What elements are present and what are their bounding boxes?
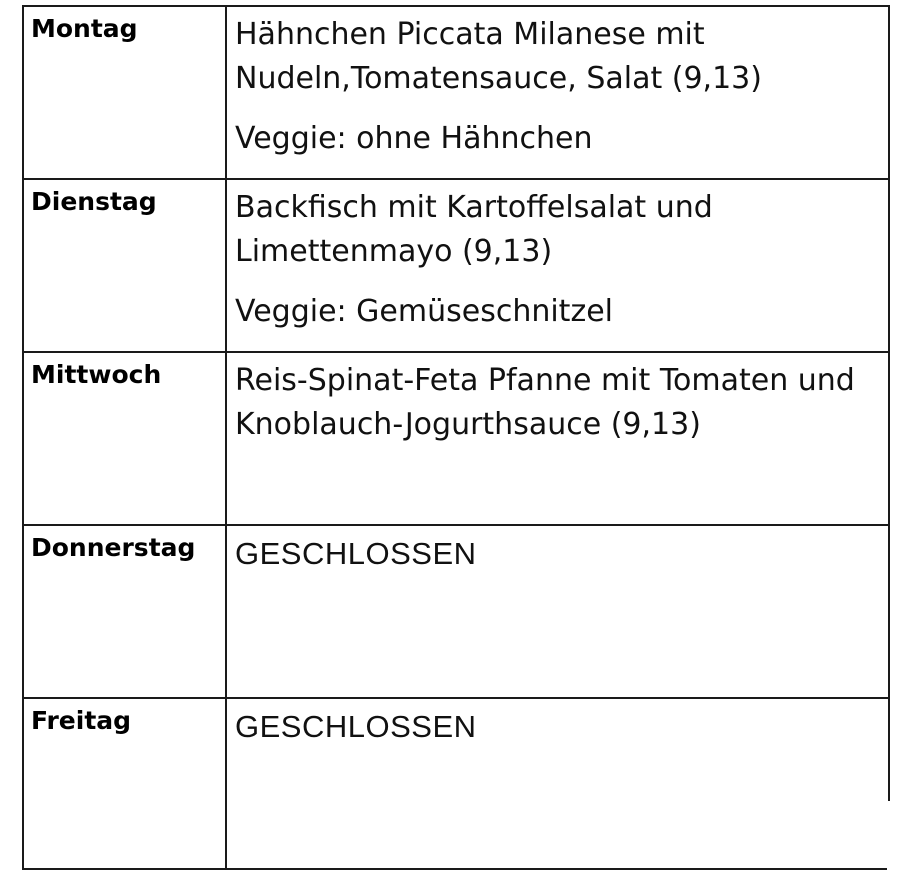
day-label: Dienstag bbox=[31, 187, 157, 216]
meal-cell bbox=[226, 352, 889, 525]
menu-row-freitag bbox=[23, 698, 889, 869]
day-cell bbox=[23, 352, 226, 525]
meal-description: Hähnchen Piccata Milanese mit Nudeln,Tomatensauce, Salat (9,13) bbox=[235, 17, 762, 96]
meal-cell bbox=[226, 6, 889, 179]
meal-cell bbox=[226, 179, 889, 352]
meal-cell bbox=[226, 698, 889, 869]
menu-row-montag bbox=[23, 6, 889, 179]
meal-cell bbox=[226, 525, 889, 698]
day-label: Mittwoch bbox=[31, 360, 162, 389]
day-cell bbox=[23, 6, 226, 179]
veggie-option: Veggie: Gemüseschnitzel bbox=[235, 294, 613, 329]
day-cell bbox=[23, 698, 226, 869]
day-label: Donnerstag bbox=[31, 533, 196, 562]
menu-row-mittwoch bbox=[23, 352, 889, 525]
day-cell bbox=[23, 179, 226, 352]
meal-description: Reis-Spinat-Feta Pfanne mit Tomaten und Knoblauch-Jogurthsauce (9,13) bbox=[235, 363, 855, 442]
closed-notice: GESCHLOSSEN bbox=[235, 536, 477, 571]
day-label: Montag bbox=[31, 14, 138, 43]
veggie-option: Veggie: ohne Hähnchen bbox=[235, 121, 593, 156]
menu-row-donnerstag bbox=[23, 525, 889, 698]
weekly-menu-table bbox=[22, 5, 890, 870]
menu-row-dienstag bbox=[23, 179, 889, 352]
meal-description: Backfisch mit Kartoffelsalat und Limettenmayo (9,13) bbox=[235, 190, 713, 269]
closed-notice: GESCHLOSSEN bbox=[235, 709, 477, 744]
day-label: Freitag bbox=[31, 706, 132, 735]
day-cell bbox=[23, 525, 226, 698]
border-gap bbox=[887, 801, 897, 873]
